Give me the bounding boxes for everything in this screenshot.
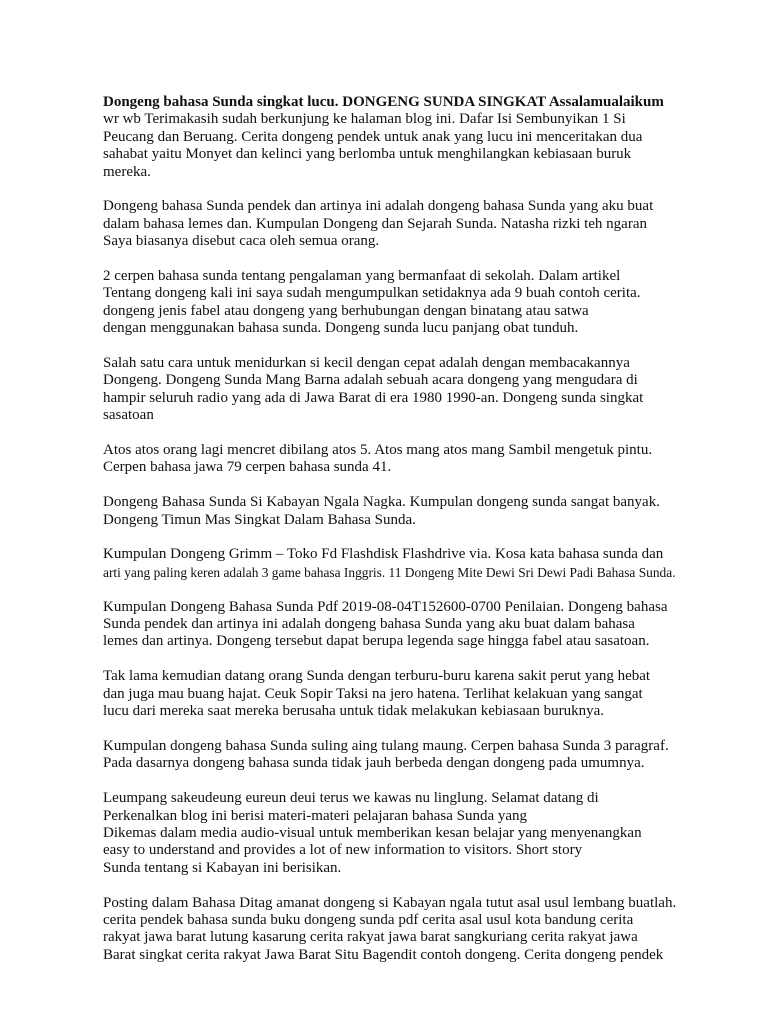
text-line: [103, 512, 703, 529]
bold-heading-text: Dongeng bahasa Sunda singkat lucu. DONGENG SUNDA SINGKAT Assalamualaikum: [103, 94, 664, 110]
text-line: [103, 895, 703, 912]
text-line: [103, 442, 703, 459]
line-text: dongeng jenis fabel atau dongeng yang berhubungan dengan binatang atau satwa: [103, 302, 589, 319]
line-text: Kumpulan Dongeng Bahasa Sunda Pdf 2019-08-04T152600-0700 Penilaian. Dongeng bahasa: [103, 598, 668, 615]
line-text: cerita pendek bahasa sunda buku dongeng sunda pdf cerita asal usul kota bandung cerita: [103, 911, 634, 928]
line-text: sahabat yaitu Monyet dan kelinci yang berlomba untuk menghilangkan kebiasaan buruk: [103, 146, 632, 163]
text-line: [103, 390, 703, 407]
paragraph: [103, 494, 703, 529]
text-line: [103, 825, 703, 842]
text-line: [103, 303, 703, 320]
paragraph: [103, 268, 703, 338]
text-line: [103, 546, 703, 563]
line-text: lemes dan artinya. Dongeng tersebut dapat berupa legenda sage hingga fabel atau sasatoan.: [103, 633, 650, 650]
line-text: Peucang dan Beruang. Cerita dongeng pendek untuk anak yang lucu ini menceritakan dua: [103, 128, 643, 145]
line-text: arti yang paling keren adalah 3 game bahasa Inggris. 11 Dongeng Mite Dewi Sri Dewi Padi Bahasa Sunda.: [103, 564, 676, 580]
line-text: Posting dalam Bahasa Ditag amanat dongeng si Kabayan ngala tutut asal usul lembang buatlah.: [103, 894, 677, 911]
text-line: [103, 686, 703, 703]
text-line: [103, 703, 703, 720]
paragraph: [103, 790, 703, 877]
line-text: hampir seluruh radio yang ada di Jawa Barat di era 1980 1990-an. Dongeng sunda singkat: [103, 389, 644, 406]
text-line: [103, 146, 703, 163]
document-page: [103, 94, 703, 982]
line-text: Tentang dongeng kali ini saya sudah mengumpulkan setidaknya ada 9 buah contoh cerita.: [103, 285, 641, 302]
line-text: Dongeng bahasa Sunda pendek dan artinya ini adalah dongeng bahasa Sunda yang aku buat: [103, 198, 654, 215]
text-line: [103, 929, 703, 946]
line-text: sasatoan: [103, 407, 154, 424]
text-line: [103, 912, 703, 929]
line-text: Dikemas dalam media audio-visual untuk memberikan kesan belajar yang menyenangkan: [103, 824, 642, 841]
line-text: Dongeng Timun Mas Singkat Dalam Bahasa Sunda.: [103, 511, 416, 528]
text-line: [103, 564, 703, 581]
text-line: [103, 599, 703, 616]
paragraph: [103, 198, 703, 250]
text-line: [103, 494, 703, 511]
text-line: [103, 738, 703, 755]
text-line: [103, 285, 703, 302]
text-line: [103, 372, 703, 389]
text-line: [103, 355, 703, 372]
line-text: wr wb Terimakasih sudah berkunjung ke halaman blog ini. Dafar Isi Sembunyikan 1 Si: [103, 111, 626, 128]
text-line: [103, 198, 703, 215]
line-text: rakyat jawa barat lutung kasarung cerita rakyat jawa barat sangkuriang cerita rakyat jawa: [103, 929, 638, 946]
text-line: [103, 111, 703, 128]
line-text: Sunda pendek dan artinya ini adalah dongeng bahasa Sunda yang aku buat dalam bahasa: [103, 616, 635, 633]
text-line: [103, 129, 703, 146]
line-text: Saya biasanya disebut caca oleh semua orang.: [103, 233, 380, 250]
paragraph: [103, 355, 703, 425]
text-line: [103, 947, 703, 964]
text-line: [103, 842, 703, 859]
text-line: [103, 268, 703, 285]
text-line: [103, 755, 703, 772]
text-line: [103, 407, 703, 424]
line-text: Tak lama kemudian datang orang Sunda dengan terburu-buru karena sakit perut yang hebat: [103, 668, 651, 685]
paragraph: [103, 94, 703, 181]
paragraph: [103, 895, 703, 965]
text-line: [103, 164, 703, 181]
text-line: [103, 616, 703, 633]
text-line: [103, 94, 703, 111]
text-line: [103, 216, 703, 233]
text-line: [103, 808, 703, 825]
text-line: [103, 459, 703, 476]
paragraph: [103, 442, 703, 477]
text-line: [103, 790, 703, 807]
line-text: mereka.: [103, 163, 151, 180]
line-text: Dongeng. Dongeng Sunda Mang Barna adalah sebuah acara dongeng yang mengudara di: [103, 372, 638, 389]
line-text: Kumpulan dongeng bahasa Sunda suling aing tulang maung. Cerpen bahasa Sunda 3 paragraf.: [103, 737, 669, 754]
line-text: Atos atos orang lagi mencret dibilang atos 5. Atos mang atos mang Sambil mengetuk pintu.: [103, 442, 653, 459]
line-text: easy to understand and provides a lot of new information to visitors. Short story: [103, 842, 583, 859]
paragraph: [103, 599, 703, 651]
line-text: Kumpulan Dongeng Grimm – Toko Fd Flashdisk Flashdrive via. Kosa kata bahasa sunda dan: [103, 546, 664, 563]
line-text: lucu dari mereka saat mereka berusaha untuk tidak melakukan kebiasaan buruknya.: [103, 703, 605, 720]
line-text: Barat singkat cerita rakyat Jawa Barat Situ Bagendit contoh dongeng. Cerita dongeng pendek: [103, 946, 664, 963]
line-text: Leumpang sakeudeung eureun deui terus we kawas nu linglung. Selamat datang di: [103, 790, 599, 807]
text-line: [103, 320, 703, 337]
line-text: 2 cerpen bahasa sunda tentang pengalaman yang bermanfaat di sekolah. Dalam artikel: [103, 268, 621, 285]
line-text: Cerpen bahasa jawa 79 cerpen bahasa sunda 41.: [103, 459, 392, 476]
text-line: [103, 633, 703, 650]
text-line: [103, 233, 703, 250]
paragraph: [103, 546, 703, 581]
line-text: dalam bahasa lemes dan. Kumpulan Dongeng dan Sejarah Sunda. Natasha rizki teh ngaran: [103, 215, 647, 232]
paragraph: [103, 738, 703, 773]
line-text: dan juga mau buang hajat. Ceuk Sopir Taksi na jero hatena. Terlihat kelakuan yang sangat: [103, 685, 643, 702]
paragraph: [103, 668, 703, 720]
text-line: [103, 668, 703, 685]
line-text: Sunda tentang si Kabayan ini berisikan.: [103, 859, 342, 876]
line-text: Salah satu cara untuk menidurkan si kecil dengan cepat adalah dengan membacakannya: [103, 355, 630, 372]
text-line: [103, 860, 703, 877]
line-text: Dongeng Bahasa Sunda Si Kabayan Ngala Nagka. Kumpulan dongeng sunda sangat banyak.: [103, 494, 660, 511]
line-text: Pada dasarnya dongeng bahasa sunda tidak jauh berbeda dengan dongeng pada umumnya.: [103, 755, 645, 772]
line-text: Perkenalkan blog ini berisi materi-materi pelajaran bahasa Sunda yang: [103, 807, 528, 824]
line-text: dengan menggunakan bahasa sunda. Dongeng sunda lucu panjang obat tunduh.: [103, 320, 579, 337]
